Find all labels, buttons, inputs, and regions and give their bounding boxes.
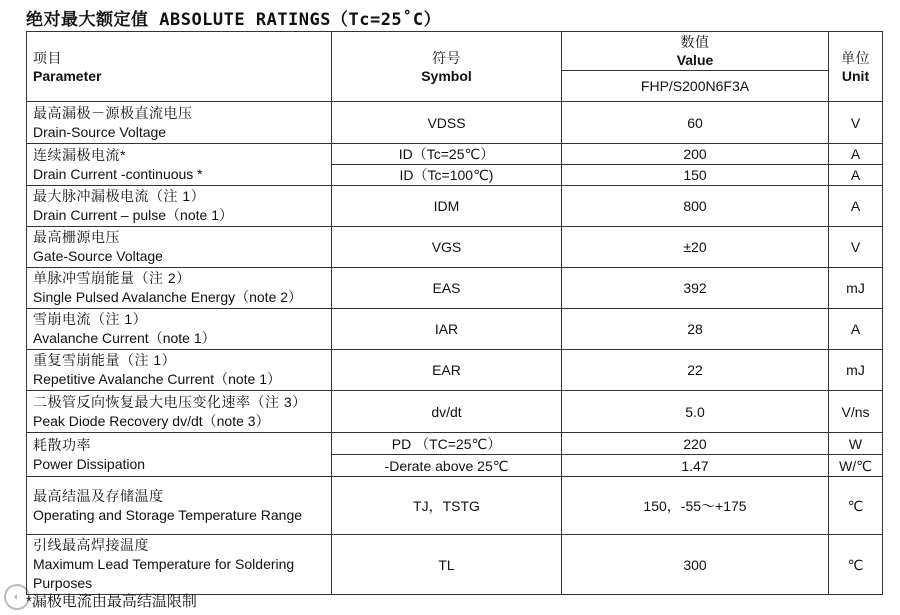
page-title: 绝对最大额定值 ABSOLUTE RATINGS（Tc=25˚C）: [26, 10, 442, 30]
table-row: 单脉冲雪崩能量（注 2） Single Pulsed Avalanche Energy（note 2） EAS 392 mJ: [27, 268, 883, 309]
watermark-logo: ◐: [4, 584, 30, 610]
table-header-row: [27, 32, 883, 71]
table-row: 重复雪崩能量（注 1） Repetitive Avalanche Current（note 1） EAR 22 mJ: [27, 350, 883, 391]
ratings-table: [26, 31, 883, 595]
footnote: *漏极电流由最高结温限制: [26, 593, 197, 610]
table-row: 最高结温及存储温度 Operating and Storage Temperature Range TJ，TSTG 150，-55～+175 ℃: [27, 477, 883, 535]
table-row: 最高漏极－源极直流电压 Drain-Source Voltage VDSS 60 V: [27, 102, 883, 144]
table-row: 连续漏极电流* Drain Current -continuous * ID（Tc=25℃） 200 A: [27, 144, 883, 165]
header-unit: 单位 Unit: [829, 32, 883, 102]
table-row: 耗散功率 Power Dissipation PD （TC=25℃） 220 W: [27, 433, 883, 455]
table-row: 引线最高焊接温度 Maximum Lead Temperature for Soldering Purposes TL 300 ℃: [27, 535, 883, 595]
table-row: 最高栅源电压 Gate-Source Voltage VGS ±20 V: [27, 227, 883, 268]
header-part-number: FHP/S200N6F3A: [562, 71, 829, 102]
table-row: ID（Tc=100℃) 150 A: [27, 165, 883, 186]
table-row: 二极管反向恢复最大电压变化速率（注 3） Peak Diode Recovery dv/dt（note 3） dv/dt 5.0 V/ns: [27, 391, 883, 433]
header-symbol: 符号 Symbol: [332, 32, 562, 102]
table-row: 雪崩电流（注 1） Avalanche Current（note 1） IAR 28 A: [27, 309, 883, 350]
header-value: 数值 Value: [562, 32, 829, 71]
table-row: -Derate above 25℃ 1.47 W/℃: [27, 455, 883, 477]
table-row: 最大脉冲漏极电流（注 1） Drain Current – pulse（note 1） IDM 800 A: [27, 186, 883, 227]
header-parameter: 项目 Parameter: [27, 32, 332, 102]
